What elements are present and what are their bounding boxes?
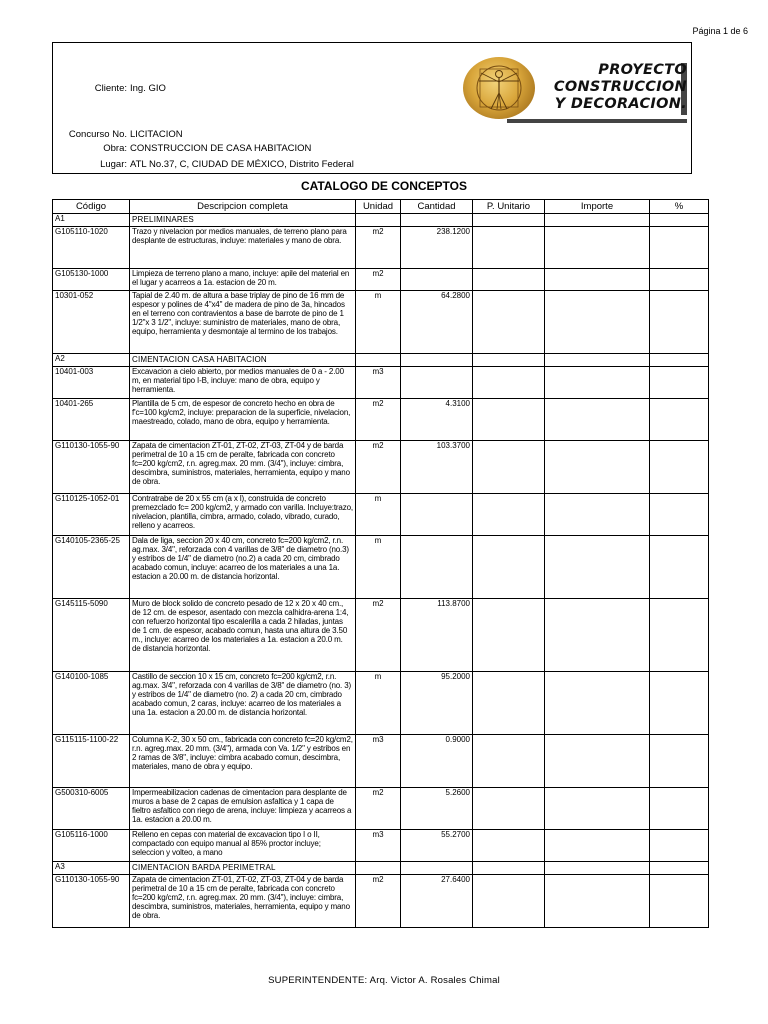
cliente-value: Ing. GIO [130,83,166,94]
cell-pct [650,214,709,227]
cell-codigo: 10301-052 [53,291,130,354]
cell-unidad: m2 [356,269,401,291]
cell-descripcion: Trazo y nivelacion por medios manuales, de terreno plano para desplante de estructuras, incluye: materiales y mano de obra. [130,227,356,269]
cell-importe [545,862,650,875]
cell-pct [650,672,709,735]
cell-cantidad: 5.2600 [401,788,473,830]
cell-pct [650,599,709,672]
cell-importe [545,494,650,536]
cell-unidad [356,354,401,367]
table-header-row [53,200,709,214]
page-number: Página 1 de 6 [692,26,748,36]
section-row [53,214,709,227]
cell-unidad: m2 [356,599,401,672]
cell-cantidad: 0.9000 [401,735,473,788]
table-row [53,536,709,599]
table-row [53,441,709,494]
cell-unidad: m3 [356,830,401,862]
cell-punitario [473,354,545,367]
cell-unidad: m [356,672,401,735]
cell-importe [545,536,650,599]
logo-text [529,62,687,113]
cell-importe [545,214,650,227]
cell-unidad: m2 [356,441,401,494]
cell-cantidad: 55.2700 [401,830,473,862]
cell-pct [650,536,709,599]
cell-importe [545,735,650,788]
section-row [53,862,709,875]
cell-punitario [473,399,545,441]
lugar-line [53,159,354,170]
cell-pct [650,494,709,536]
cell-descripcion: CIMENTACION CASA HABITACION [130,354,356,367]
cell-unidad: m3 [356,367,401,399]
cell-descripcion: Tapial de 2.40 m. de altura a base triplay de pino de 16 mm de espesor y polines de 4"x4" de madera de pino de 3a, hincados en el terreno con contravientos a base de barrote de pino de 1 1/2"x 3 1/2", incluye: suministro de materiales, mano de obra, equipo, herramienta y desmontaje al termino de los trabajos. [130,291,356,354]
cell-cantidad: 113.8700 [401,599,473,672]
col-pct: % [650,200,709,214]
table-row [53,875,709,928]
cell-punitario [473,536,545,599]
cell-cantidad [401,367,473,399]
cell-codigo: A1 [53,214,130,227]
cell-descripcion: Columna K-2, 30 x 50 cm., fabricada con concreto fc=20 kg/cm2, r.n. agreg.max. 20 mm. (3/4"), armada con Va. 1/2" y estribos en 2 ramas de 3/8", incluye: cimbra acabado comun, descimbra, materiales, mano de obra y equipo. [130,735,356,788]
cell-pct [650,291,709,354]
cell-punitario [473,494,545,536]
cell-codigo: G145115-5090 [53,599,130,672]
cell-descripcion: Dala de liga, seccion 20 x 40 cm, concreto fc=200 kg/cm2, r.n. ag.max. 3/4", reforzada con 4 varillas de 3/8" de diametro (no.3) y estribos de 1/4" de diametro (no.2) a cada 20 cm, cimbrado acabado comun, incluye: acarreo de los materiales a una 1a. estacion a 20.00 m. de distancia horizontal. [130,536,356,599]
cell-codigo: G140105-2365-25 [53,536,130,599]
cell-cantidad: 4.3100 [401,399,473,441]
cell-codigo: G105110-1020 [53,227,130,269]
cell-unidad: m2 [356,875,401,928]
cell-cantidad [401,862,473,875]
lugar-label: Lugar: [100,159,127,170]
cell-importe [545,875,650,928]
table-row [53,672,709,735]
cell-unidad: m2 [356,227,401,269]
cell-descripcion: Muro de block solido de concreto pesado de 12 x 20 x 40 cm., de 12 cm. de espesor, asentado con mezcla calhidra-arena 1:4, con refuerzo horizontal tipo escalerilla a cada 2 hiladas, juntas de 1 cm. de espesor, acabado comun, hasta una altura de 3.50 m., incluye: acarreo de los materiales a 1a. estacion a 20.0 m. de distancia horizontal. [130,599,356,672]
cell-unidad: m3 [356,735,401,788]
cell-importe [545,269,650,291]
logo-line-1: PROYECTO [598,62,687,78]
cell-pct [650,354,709,367]
lugar-value: ATL No.37, C, CIUDAD DE MÉXICO, Distrito Federal [130,159,354,170]
cell-punitario [473,227,545,269]
cell-importe [545,227,650,269]
cell-descripcion: Contratrabe de 20 x 55 cm (a x l), construida de concreto premezclado fc= 200 kg/cm2, y armado con varilla. Incluye:trazo, nivelacion, plantilla, cimbra, armado, colado, vibrado, curado, relleno y acarreos. [130,494,356,536]
cell-pct [650,441,709,494]
cell-importe [545,291,650,354]
cell-cantidad [401,214,473,227]
col-importe: Importe [545,200,650,214]
cell-unidad: m [356,291,401,354]
cell-codigo: 10401-003 [53,367,130,399]
cell-unidad [356,214,401,227]
col-descripcion: Descripcion completa [130,200,356,214]
table-row [53,291,709,354]
cell-codigo: G110125-1052-01 [53,494,130,536]
cell-importe [545,672,650,735]
cell-punitario [473,269,545,291]
cell-descripcion: Impermeabilizacion cadenas de cimentacion para desplante de muros a base de 2 capas de emulsion asfaltica y 1 capa de fieltro asfaltico con riego de arena, incluye: limpieza y acarreos a 1a. estacion a 20.00 m. [130,788,356,830]
company-logo [463,57,687,119]
cell-punitario [473,214,545,227]
cliente-line [53,83,166,94]
cell-descripcion: Excavacion a cielo abierto, por medios manuales de 0 a - 2.00 m, en material tipo I-B, incluye: mano de obra, equipo y herramienta. [130,367,356,399]
cell-punitario [473,291,545,354]
cell-codigo: G110130-1055-90 [53,441,130,494]
cell-importe [545,599,650,672]
cell-pct [650,367,709,399]
logo-base [507,119,687,123]
obra-value: CONSTRUCCION DE CASA HABITACION [130,143,312,154]
cell-importe [545,830,650,862]
table-row [53,735,709,788]
cell-descripcion: Zapata de cimentacion ZT-01, ZT-02, ZT-03, ZT-04 y de barda perimetral de 10 a 15 cm de peralte, fabricada con concreto fc=200 kg/cm2, r.n. agreg.max. 20 mm. (3/4"), incluye: cimbra, descimbra, suministros, materiales, herramienta, equipo y mano de obra. [130,441,356,494]
cell-codigo: G115115-1100-22 [53,735,130,788]
cell-descripcion: CIMENTACION BARDA PERIMETRAL [130,862,356,875]
cell-punitario [473,672,545,735]
cell-codigo: A2 [53,354,130,367]
cell-importe [545,354,650,367]
cell-pct [650,788,709,830]
concurso-value: LICITACION [130,129,183,140]
table-row [53,269,709,291]
logo-line-2: CONSTRUCCION [553,79,687,95]
cell-codigo: 10401-265 [53,399,130,441]
cell-descripcion: PRELIMINARES [130,214,356,227]
cell-descripcion: Relleno en cepas con material de excavacion tipo I o II, compactado con equipo manual al 85% proctor incluye; seleccion y volteo, a mano [130,830,356,862]
cell-punitario [473,367,545,399]
cell-punitario [473,735,545,788]
cell-importe [545,399,650,441]
cell-pct [650,830,709,862]
concurso-label: Concurso No. [68,129,127,140]
obra-label: Obra: [103,143,127,154]
cell-unidad: m [356,536,401,599]
cell-pct [650,399,709,441]
cell-cantidad [401,354,473,367]
cell-punitario [473,788,545,830]
col-codigo: Código [53,200,130,214]
concurso-line [53,129,183,140]
cell-codigo: G500310-6005 [53,788,130,830]
cell-pct [650,269,709,291]
cell-punitario [473,441,545,494]
cell-pct [650,875,709,928]
cell-pct [650,735,709,788]
cell-descripcion: Plantilla de 5 cm, de espesor de concreto hecho en obra de f'c=100 kg/cm2, incluye: preparacion de la superficie, nivelacion, maestreado, colado, mano de obra, equipo y herramienta. [130,399,356,441]
cell-pct [650,862,709,875]
cell-unidad: m2 [356,399,401,441]
cell-unidad [356,862,401,875]
cell-punitario [473,599,545,672]
cell-cantidad [401,536,473,599]
table-row [53,788,709,830]
cell-codigo: G110130-1055-90 [53,875,130,928]
cell-unidad: m [356,494,401,536]
cell-codigo: G140100-1085 [53,672,130,735]
cell-descripcion: Zapata de cimentacion ZT-01, ZT-02, ZT-03, ZT-04 y de barda perimetral de 10 a 15 cm de peralte, fabricada con concreto fc=200 kg/cm2, r.n. agreg.max. 20 mm. (3/4"), incluye: cimbra, descimbra, suministros, materiales, herramienta, equipo y mano de obra. [130,875,356,928]
table-row [53,494,709,536]
table-row [53,399,709,441]
section-row [53,354,709,367]
cell-descripcion: Castillo de seccion 10 x 15 cm, concreto fc=200 kg/cm2, r.n. ag.max. 3/4", reforzada con 4 varillas de 3/8" de diametro (no. 3) y estribos de 1/4" de diametro (no. 2) a cada 20 cm, cimbrado acabado comun, 2 caras, incluye: acarreo de los materiales a una 1a. estacion a 20.00 m. de distancia horizontal. [130,672,356,735]
obra-line [53,143,311,154]
document-header [52,42,692,174]
cell-cantidad: 27.6400 [401,875,473,928]
col-punitario: P. Unitario [473,200,545,214]
cell-codigo: G105116-1000 [53,830,130,862]
table-row [53,830,709,862]
cell-codigo: A3 [53,862,130,875]
cell-pct [650,227,709,269]
logo-line-3: Y DECORACION. [554,96,687,112]
catalog-title: CATALOGO DE CONCEPTOS [300,179,467,193]
cell-descripcion: Limpieza de terreno plano a mano, incluye: apile del material en el lugar y acarreos a 1a. estacion de 20 m. [130,269,356,291]
cell-importe [545,788,650,830]
cell-punitario [473,862,545,875]
cell-cantidad: 64.2800 [401,291,473,354]
col-unidad: Unidad [356,200,401,214]
cell-punitario [473,875,545,928]
col-cantidad: Cantidad [401,200,473,214]
cell-codigo: G105130-1000 [53,269,130,291]
cell-importe [545,441,650,494]
cell-cantidad: 95.2000 [401,672,473,735]
footer-signature: SUPERINTENDENTE: Arq. Victor A. Rosales Chimal [268,975,500,986]
cell-cantidad [401,494,473,536]
cell-importe [545,367,650,399]
concepts-table [52,199,709,928]
cell-cantidad [401,269,473,291]
vitruvian-man-icon [467,59,531,117]
table-row [53,599,709,672]
cell-cantidad: 238.1200 [401,227,473,269]
cell-punitario [473,830,545,862]
cell-unidad: m2 [356,788,401,830]
table-row [53,227,709,269]
table-row [53,367,709,399]
cell-cantidad: 103.3700 [401,441,473,494]
cliente-label: Cliente: [94,83,127,94]
table-body [53,214,709,928]
